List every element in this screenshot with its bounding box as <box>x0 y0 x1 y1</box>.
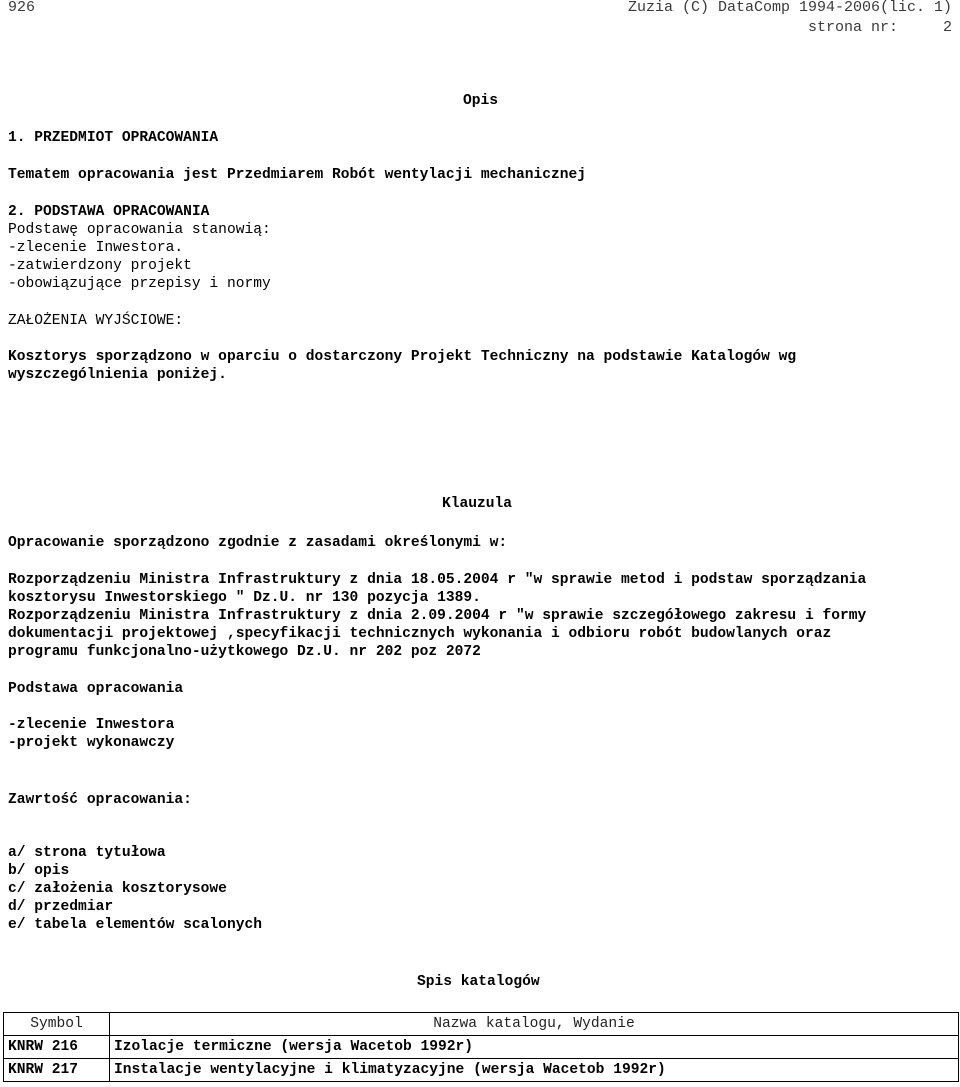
catalogs-title: Spis katalogów <box>417 974 540 990</box>
regulation-line: Rozporządzeniu Ministra Infrastruktury z dnia 18.05.2004 r "w sprawie metod i podstaw sporządzania <box>8 572 867 588</box>
contents-line: a/ strona tytułowa <box>8 845 166 861</box>
assumptions-line: wyszczególnienia poniżej. <box>8 367 227 383</box>
basis-line: -zlecenie Inwestora <box>8 717 175 733</box>
software-license: Zuzia (C) DataComp 1994-2006(lic. 1) <box>627 0 952 16</box>
regulation-line: programu funkcjonalno-użytkowego Dz.U. nr 202 poz 2072 <box>8 644 481 660</box>
catalogs-table <box>3 1012 959 1082</box>
section2-line: -zlecenie Inwestora. <box>8 240 184 256</box>
table-row <box>4 1059 959 1082</box>
section2-line: Podstawę opracowania stanowią: <box>8 222 271 238</box>
table-header-row <box>4 1013 959 1036</box>
table-row <box>4 1036 959 1059</box>
contents-line: b/ opis <box>8 863 70 879</box>
regulation-line: kosztorysu Inwestorskiego " Dz.U. nr 130 pozycja 1389. <box>8 590 481 606</box>
klauzula-intro: Opracowanie sporządzono zgodnie z zasadami określonymi w: <box>8 535 508 551</box>
assumptions-heading: ZAŁOŻENIA WYJŚCIOWE: <box>8 313 184 329</box>
section2-line: -obowiązujące przepisy i normy <box>8 276 271 292</box>
column-header-symbol: Symbol <box>4 1013 110 1036</box>
section2-line: -zatwierdzony projekt <box>8 258 192 274</box>
contents-line: e/ tabela elementów scalonych <box>8 917 262 933</box>
contents-line: d/ przedmiar <box>8 899 114 915</box>
section1-heading: 1. PRZEDMIOT OPRACOWANIA <box>8 130 219 146</box>
contents-line: c/ założenia kosztorysowe <box>8 881 227 897</box>
catalog-symbol: KNRW 216 <box>4 1036 110 1059</box>
regulation-line: dokumentacji projektowej ,specyfikacji technicznych wykonania i odbioru robót budowlanych oraz <box>8 626 832 642</box>
opis-title: Opis <box>463 93 499 109</box>
basis-heading: Podstawa opracowania <box>8 681 184 697</box>
assumptions-line: Kosztorys sporządzono w oparciu o dostarczony Projekt Techniczny na podstawie Katalogów wg <box>8 349 797 365</box>
klauzula-title: Klauzula <box>442 496 513 512</box>
page-label: strona nr: <box>808 19 899 36</box>
section2-heading: 2. PODSTAWA OPRACOWANIA <box>8 204 210 220</box>
basis-line: -projekt wykonawczy <box>8 735 175 751</box>
page-number: 926 <box>8 0 36 16</box>
catalog-name: Izolacje termiczne (wersja Wacetob 1992r) <box>110 1036 959 1059</box>
regulation-line: Rozporządzeniu Ministra Infrastruktury z dnia 2.09.2004 r "w sprawie szczegółowego zakresu i formy <box>8 608 867 624</box>
column-header-name: Nazwa katalogu, Wydanie <box>110 1013 959 1036</box>
page-value: 2 <box>942 19 952 36</box>
catalog-symbol: KNRW 217 <box>4 1059 110 1082</box>
contents-heading: Zawrtość opracowania: <box>8 792 192 808</box>
section1-text: Tematem opracowania jest Przedmiarem Robót wentylacji mechanicznej <box>8 167 587 183</box>
catalog-name: Instalacje wentylacyjne i klimatyzacyjne (wersja Wacetob 1992r) <box>110 1059 959 1082</box>
